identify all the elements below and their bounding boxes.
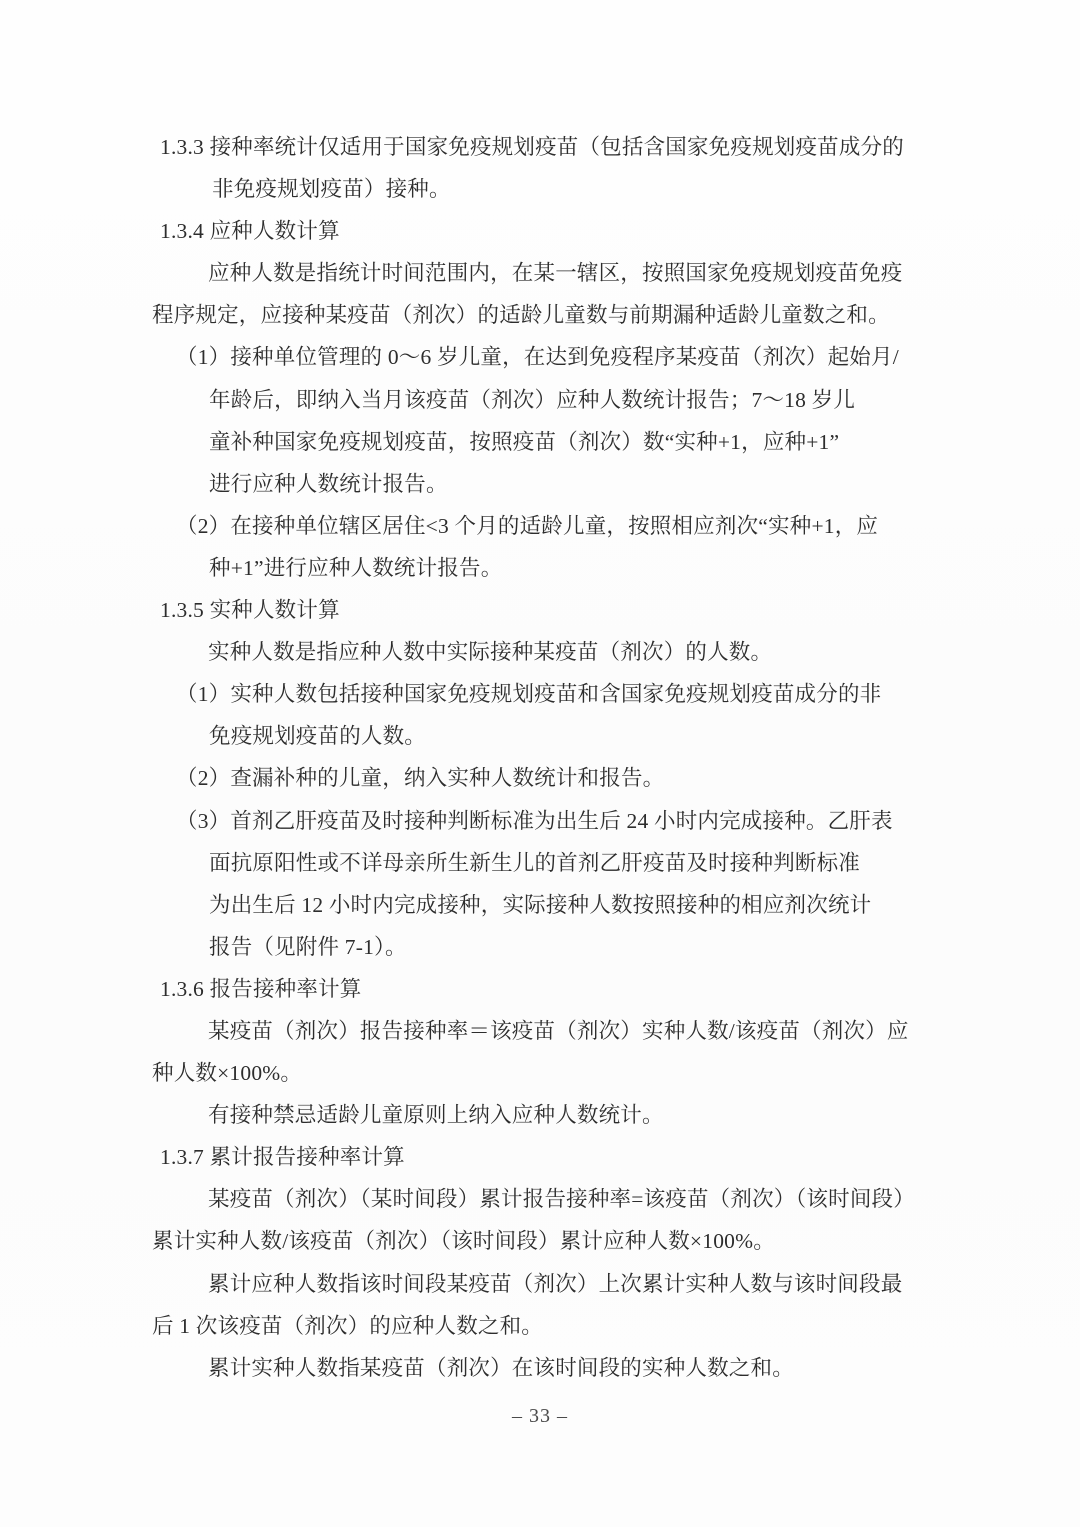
text-line: 面抗原阳性或不详母亲所生新生儿的首剂乙肝疫苗及时接种判断标准 [209, 850, 861, 875]
text-line: 1.3.5 实种人数计算 [160, 598, 340, 623]
text-line: 1.3.4 应种人数计算 [160, 219, 340, 244]
text-line: 有接种禁忌适龄儿童原则上纳入应种人数统计。 [208, 1103, 664, 1128]
text-line: 年龄后，即纳入当月该疫苗（剂次）应种人数统计报告；7～18 岁儿 [209, 387, 856, 412]
text-line: 某疫苗（剂次）报告接种率＝该疫苗（剂次）实种人数/该疫苗（剂次）应 [208, 1018, 909, 1043]
text-line: 免疫规划疫苗的人数。 [209, 724, 427, 749]
text-line: 应种人数是指统计时间范围内，在某一辖区，按照国家免疫规划疫苗免疫 [208, 261, 903, 286]
text-line: 累计实种人数/该疫苗（剂次）（该时间段）累计应种人数×100%。 [152, 1229, 775, 1254]
text-line: 报告（见附件 7-1）。 [209, 934, 407, 959]
text-line: （2）查漏补种的儿童，纳入实种人数统计和报告。 [176, 766, 665, 791]
text-line: 1.3.7 累计报告接种率计算 [160, 1145, 405, 1170]
text-line: （2）在接种单位辖区居住<3 个月的适龄儿童，按照相应剂次“实种+1，应 [176, 513, 879, 538]
text-line: 非免疫规划疫苗）接种。 [212, 177, 451, 202]
page-number: – 33 – [512, 1405, 568, 1427]
text-line: 某疫苗（剂次）（某时间段）累计报告接种率=该疫苗（剂次）（该时间段） [208, 1187, 915, 1212]
text-line: 后 1 次该疫苗（剂次）的应种人数之和。 [152, 1313, 544, 1338]
text-line: （3）首剂乙肝疫苗及时接种判断标准为出生后 24 小时内完成接种。乙肝表 [176, 808, 893, 833]
text-line: 实种人数是指应种人数中实际接种某疫苗（剂次）的人数。 [208, 640, 773, 665]
text-line: 种+1”进行应种人数统计报告。 [209, 555, 503, 580]
text-line: （1）实种人数包括接种国家免疫规划疫苗和含国家免疫规划疫苗成分的非 [176, 682, 882, 707]
text-line: 童补种国家免疫规划疫苗，按照疫苗（剂次）数“实种+1，应种+1” [209, 429, 840, 454]
document-content [152, 126, 938, 1389]
text-line: 累计应种人数指该时间段某疫苗（剂次）上次累计实种人数与该时间段最 [208, 1271, 903, 1296]
text-line: 为出生后 12 小时内完成接种，实际接种人数按照接种的相应剂次统计 [209, 892, 872, 917]
text-line: 1.3.6 报告接种率计算 [160, 976, 362, 1001]
text-line: 累计实种人数指某疫苗（剂次）在该时间段的实种人数之和。 [208, 1355, 794, 1380]
text-line: 种人数×100%。 [152, 1061, 303, 1086]
text-line: 1.3.3 接种率统计仅适用于国家免疫规划疫苗（包括含国家免疫规划疫苗成分的 [160, 135, 904, 159]
text-line: 程序规定，应接种某疫苗（剂次）的适龄儿童数与前期漏种适龄儿童数之和。 [152, 303, 890, 328]
text-line: （1）接种单位管理的 0～6 岁儿童，在达到免疫程序某疫苗（剂次）起始月/ [176, 345, 899, 370]
text-line: 进行应种人数统计报告。 [209, 471, 448, 496]
